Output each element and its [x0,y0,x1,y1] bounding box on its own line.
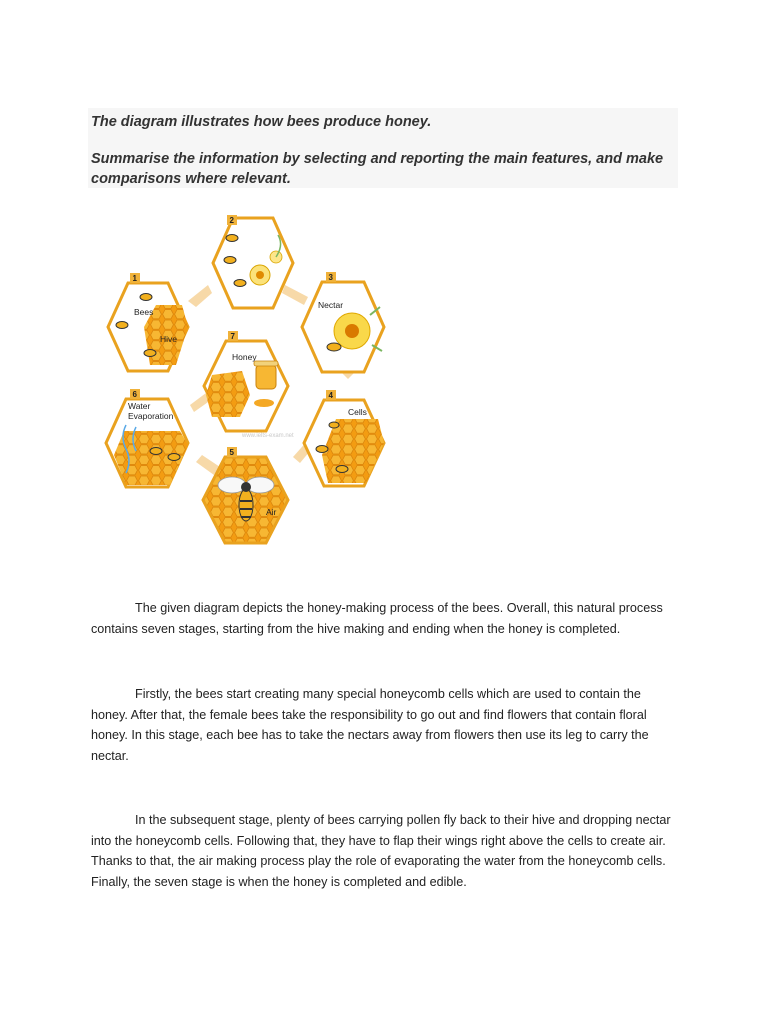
honey-process-diagram [90,205,415,550]
stage-6-hexagon [106,389,188,487]
stage-number: 3 [328,273,333,282]
stage-4-hexagon [304,390,384,486]
label-evaporation: Evaporation [128,411,174,421]
stage-number: 6 [132,390,137,399]
stage-number: 5 [229,448,234,457]
stage-5-hexagon [203,447,288,543]
label-water: Water [128,401,151,411]
stage-2-hexagon [213,215,293,308]
stage-number: 1 [132,274,137,283]
essay-paragraph-3: In the subsequent stage, plenty of bees carrying pollen fly back to their hive and dropping nectar into the honeycomb cells. Following that, they have to flap their wings right above the cells to create air. Thanks to that, the air making process play the role of evaporating the water from the honeycomb cells. Finally, the seven stage is when the honey is completed and edible. [91,813,671,889]
label-cells: Cells [348,407,367,417]
essay-paragraph-1: The given diagram depicts the honey-making process of the bees. Overall, this natural process contains seven stages, starting from the hive making and ending when the honey is completed. [91,601,663,636]
stage-3-hexagon [302,272,384,372]
stage-1-hexagon [108,273,188,371]
stage-number: 2 [229,216,234,225]
watermark: www.ielts-exam.net [242,433,294,439]
task-line-1: The diagram illustrates how bees produce honey. [91,114,432,130]
stage-7-hexagon [204,331,294,439]
label-bees: Bees [134,307,154,317]
label-hive: Hive [160,334,178,344]
bee-icon [327,343,341,351]
bee-icon [150,448,162,455]
stage-number: 4 [328,391,333,400]
bee-icon [316,446,328,453]
label-nectar: Nectar [318,300,344,310]
task-line-2: Summarise the information by selecting and reporting the main features, and make comparisons where relevant. [91,151,664,187]
stage-number: 7 [230,332,235,341]
essay-paragraph-2: Firstly, the bees start creating many special honeycomb cells which are used to contain the honey. After that, the female bees take the responsibility to go out and find flowers that contain floral honey. In this stage, each bee has to take the nectars away from flowers then use its leg to carry the nectar. [91,687,649,763]
label-honey: Honey [232,352,257,362]
label-air: Air [266,507,277,517]
